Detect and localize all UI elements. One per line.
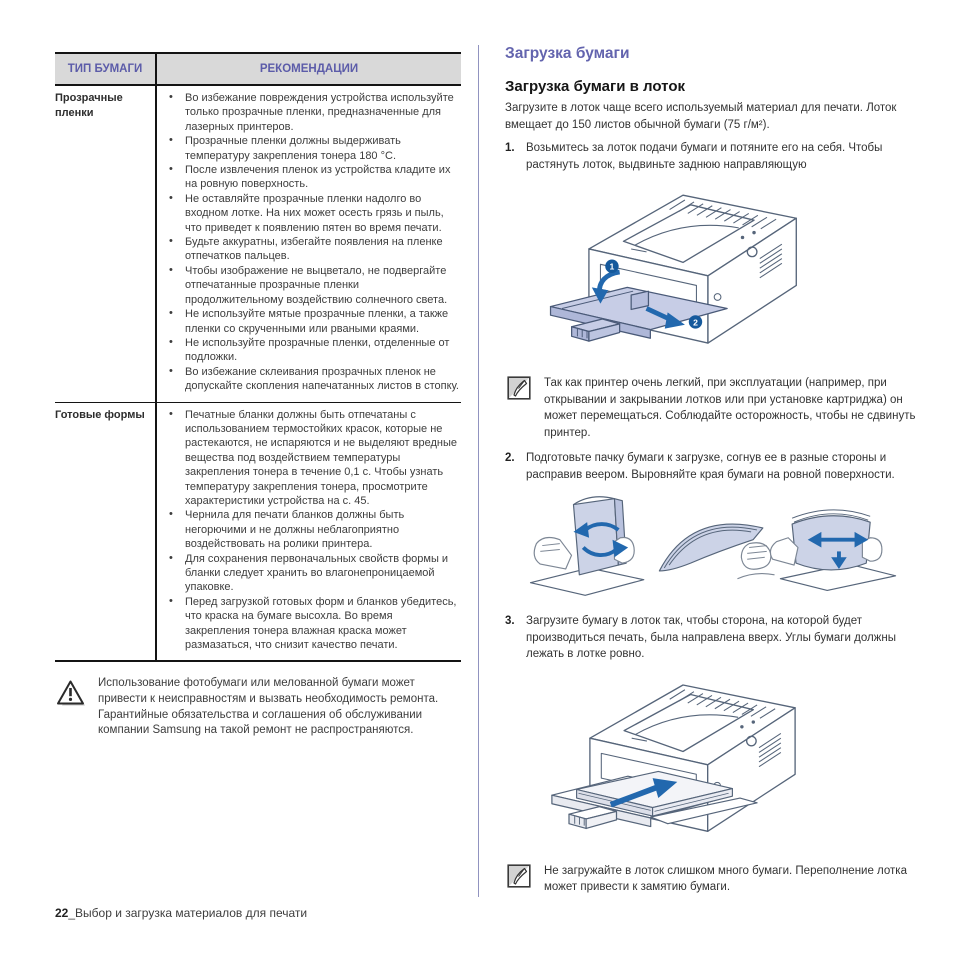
step-number: 3. — [505, 615, 515, 627]
row-label: Прозрачные пленки — [55, 92, 123, 119]
bullet-item: • Во избежание склеивания прозрачных пленок не допускайте скопления напечатанных листов в стопку. — [157, 365, 459, 394]
step-2 — [505, 450, 925, 483]
bullet-item: • Перед загрузкой готовых форм и бланков убедитесь, что краска на бумаге высохла. Во время закрепления тонера влажная краска может размазаться, что снизит качество печати. — [157, 595, 459, 653]
printer-tray-open-figure — [533, 176, 925, 368]
page-number: 22 — [55, 906, 69, 920]
note-printer-light — [507, 375, 925, 441]
forms-bullet-list — [157, 408, 459, 653]
table-row-preprinted-forms — [55, 402, 461, 661]
bullet-item: • После извлечения пленок из устройства кладите их на ровную поверхность. — [157, 163, 459, 192]
bullet-item: • Во избежание повреждения устройства используйте только прозрачные пленки, предназначенные для лазерных принтеров. — [157, 91, 459, 134]
intro-paragraph: Загрузите в лоток чаще всего используемый материал для печати. Лоток вмещает до 150 листов обычной бумаги (75 г/м²). — [505, 102, 897, 131]
step-text: Возьмитесь за лоток подачи бумаги и потяните его на себя. Чтобы растянуть лоток, выдвиньте заднюю направляющую — [526, 142, 883, 171]
footer-title: _Выбор и загрузка материалов для печати — [68, 906, 308, 920]
table-row-transparencies — [55, 86, 461, 402]
pen-note-icon — [507, 863, 531, 896]
note-text: Не загружайте в лоток слишком много бумаги. Переполнение лотка может привести к замятию бумаги. — [544, 864, 907, 893]
table-header-paper-type: ТИП БУМАГИ — [67, 63, 143, 75]
step-number: 2. — [505, 452, 515, 464]
bullet-item: • Будьте аккуратны, избегайте появления на пленке отпечатков пальцев. — [157, 235, 459, 264]
step-3 — [505, 613, 925, 663]
bullet-item: • Чернила для печати бланков должны быть негорючими и не должны неблагоприятно воздействовать на ролики принтера. — [157, 508, 459, 551]
paper-type-table — [55, 52, 461, 662]
pen-note-icon — [507, 375, 531, 441]
section-title: Загрузка бумаги — [505, 45, 630, 62]
bullet-item: • Печатные бланки должны быть отпечатаны с использованием термостойких красок, которые не растекаются, не испаряются и не выделяют вредные вещества под воздействием температуры закрепления тонера в течение 0,1 с. Чтобы узнать температуру закрепления тонера, просмотрите характеристики устройства на с. 45. — [157, 408, 459, 509]
step-badge-1 — [605, 260, 618, 273]
step-text: Загрузите бумагу в лоток так, чтобы сторона, на которой будет производиться печать, была направлена вверх. Углы бумаги должны лежать в лотке ровно. — [526, 615, 896, 660]
right-column — [505, 45, 925, 905]
printer-paper-loaded-figure — [533, 666, 925, 856]
table-header-row — [55, 54, 461, 86]
warning-note — [55, 676, 461, 738]
note-overfill — [507, 863, 925, 896]
svg-text:2: 2 — [693, 317, 698, 328]
note-text: Так как принтер очень легкий, при эксплуатации (например, при открывании и закрывании лотков или при установке картриджа) он может перемещаться. Соблюдайте осторожность, чтобы не сдвинуть принтер. — [544, 377, 916, 439]
row-label: Готовые формы — [55, 408, 145, 421]
page-footer — [55, 906, 307, 920]
warning-triangle-icon — [55, 676, 87, 738]
bullet-item: • Прозрачные пленки должны выдерживать температуру закрепления тонера 180 °C. — [157, 134, 459, 163]
transparencies-bullet-list — [157, 91, 459, 394]
step-number: 1. — [505, 142, 515, 154]
left-column — [55, 52, 461, 739]
paper-fanning-figure — [505, 487, 925, 609]
subsection-title: Загрузка бумаги в лоток — [505, 78, 685, 95]
warning-text: Использование фотобумаги или мелованной бумаги может привести к неисправностям и вызвать необходимость ремонта. Гарантийные обязательства и соглашения об обслуживании компании Samsung на такой ремонт не распространяются. — [98, 677, 439, 737]
bullet-item: • Не используйте мятые прозрачные пленки, а также пленки со скрученными или рваными краями. — [157, 307, 459, 336]
bullet-item: • Чтобы изображение не выцветало, не подвергайте отпечатанные прозрачные пленки продолжительному воздействию солнечного света. — [157, 264, 459, 307]
step-text: Подготовьте пачку бумаги к загрузке, согнув ее в разные стороны и расправив веером. Выровняйте края бумаги на ровной поверхности. — [526, 452, 895, 481]
bullet-item: • Не оставляйте прозрачные пленки надолго во входном лотке. На них может осесть грязь и пыль, что приведет к появлению пятен во время печати. — [157, 192, 459, 235]
bullet-item: • Для сохранения первоначальных свойств формы и бланки следует хранить во влагонепроницаемой упаковке. — [157, 552, 459, 595]
table-header-recommendations: РЕКОМЕНДАЦИИ — [155, 54, 461, 84]
step-1 — [505, 140, 925, 173]
bullet-item: • Не используйте прозрачные пленки, отделенные от подложки. — [157, 336, 459, 365]
svg-text:1: 1 — [609, 261, 615, 272]
column-divider — [478, 45, 479, 897]
step-badge-2 — [689, 315, 702, 328]
